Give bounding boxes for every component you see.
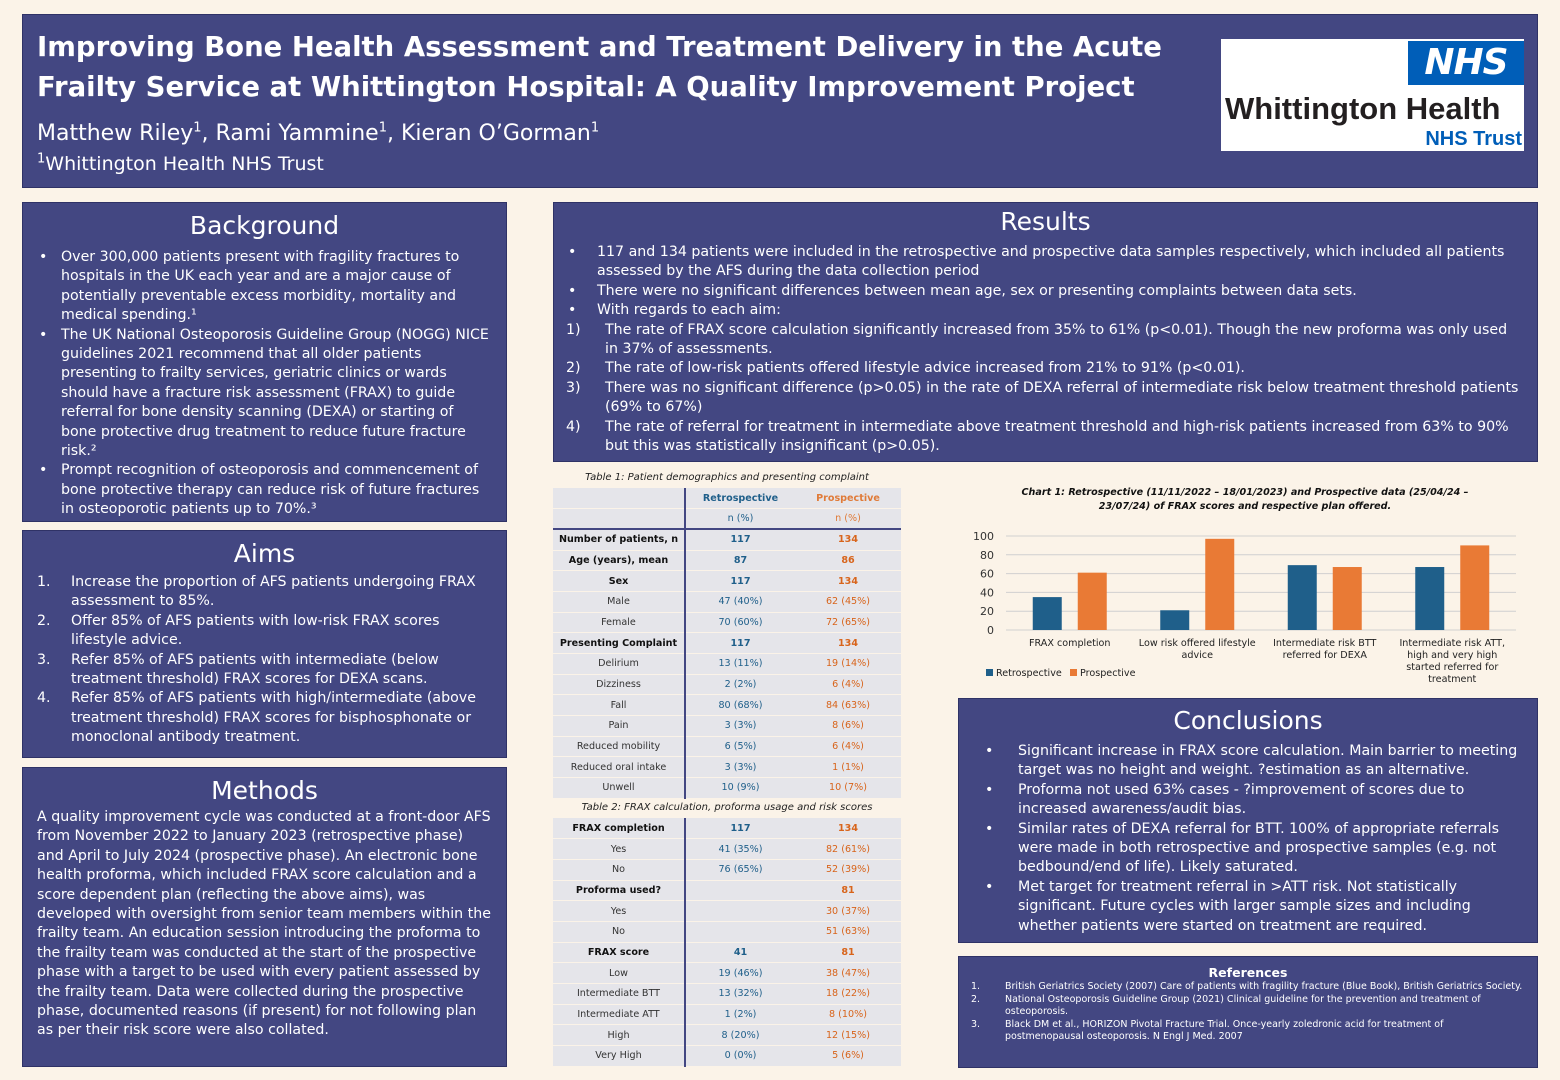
table-cell: Fall [553, 695, 685, 716]
author-2: Rami Yammine [215, 121, 379, 146]
table-cell: 87 [685, 550, 795, 571]
table-cell: Low [553, 963, 685, 984]
bar-retrospective [1160, 610, 1189, 630]
list-item: • The UK National Osteoporosis Guideline Group (NOGG) NICE guidelines 2021 recommend that all older patients presenting to frailty services, geriatric clinics or wards should have a fracture risk assessment (FRAX) to guide referral for bone density scanning (DEXA) or starting of bone protective drug treatment to reduce future fracture risk.² [35, 326, 492, 462]
list-item: 3. Refer 85% of AFS patients with intermediate (below treatment threshold) FRAX scores for DEXA scans. [37, 651, 439, 688]
table-row [553, 654, 901, 675]
bar-prospective [1333, 567, 1362, 630]
reference-item: 3. Black DM et al., HORIZON Pivotal Fracture Trial. Once-yearly zoledronic acid for treatment of postmenopausal osteoporosis. N Engl J Med. 2007 [971, 1018, 1444, 1042]
y-tick-label: 100 [973, 530, 994, 543]
table-cell: 117 [685, 818, 795, 839]
table-cell: Reduced mobility [553, 736, 685, 757]
table-row [553, 612, 901, 633]
table-cell: 13 (32%) [685, 984, 795, 1005]
legend-swatch [986, 669, 993, 676]
x-category-label: FRAX completion [1028, 638, 1111, 649]
table-cell: 10 (7%) [795, 778, 901, 799]
table-row [553, 859, 901, 880]
table-cell [685, 901, 795, 922]
table-cell: Female [553, 612, 685, 633]
table-cell: 13 (11%) [685, 654, 795, 675]
table-cell: 6 (4%) [795, 736, 901, 757]
table-cell: 1 (1%) [795, 757, 901, 778]
table-cell: Number of patients, n [553, 529, 685, 550]
demographics-table [553, 488, 901, 799]
x-category-label: advice [1181, 650, 1213, 661]
author-1: Matthew Riley [37, 121, 194, 146]
legend-swatch [1070, 669, 1077, 676]
background-section [22, 202, 507, 522]
table-cell: 3 (3%) [685, 716, 795, 737]
nhs-logo-badge: NHS [1408, 41, 1524, 85]
table-row [553, 880, 901, 901]
table-cell: Yes [553, 901, 685, 922]
table-row [553, 901, 901, 922]
table-row [553, 818, 901, 839]
x-category-label: Intermediate risk ATT, [1399, 638, 1506, 649]
table-cell: Male [553, 591, 685, 612]
table-row [553, 1004, 901, 1025]
list-item: • 117 and 134 patients were included in the retrospective and prospective data samples respectively, which included all patients assessed by the AFS during the data collection period [564, 243, 1519, 282]
background-list [35, 248, 492, 520]
table-cell: Intermediate BTT [553, 984, 685, 1005]
table-row [553, 778, 901, 799]
author-list: Matthew Riley$^1$, Rami Yammine$^1$, Kieran O’Gorman$^1$ [37, 120, 600, 146]
table-cell: Reduced oral intake [553, 757, 685, 778]
affiliation: $^1$Whittington Health NHS Trust [37, 151, 324, 175]
y-tick-label: 40 [980, 586, 994, 600]
logo-org-name: Whittington Health [1225, 91, 1501, 126]
table-cell: 134 [795, 529, 901, 550]
table-cell: 72 (65%) [795, 612, 901, 633]
results-numbered [564, 321, 1519, 457]
list-item: • Significant increase in FRAX score calculation. Main barrier to meeting target was no height and weight. ?estimation as an alternative. [981, 742, 1527, 781]
x-category-label: Low risk offered lifestyle [1138, 638, 1256, 649]
list-item: 2) The rate of low-risk patients offered lifestyle advice increased from 21% to 91% (p<0.01). [566, 360, 1245, 377]
table-cell: 8 (6%) [795, 716, 901, 737]
methods-section [22, 767, 507, 1067]
table-cell: Age (years), mean [553, 550, 685, 571]
list-item: • With regards to each aim: [564, 301, 1519, 320]
logo-trust: NHS Trust [1425, 128, 1522, 150]
x-category-label: high and very high [1407, 650, 1498, 661]
table-cell: 12 (15%) [795, 1025, 901, 1046]
y-tick-label: 60 [980, 567, 994, 581]
table-cell: 30 (37%) [795, 901, 901, 922]
title-bar [22, 14, 1538, 188]
table-cell: 117 [685, 571, 795, 592]
table-cell: 2 (2%) [685, 674, 795, 695]
table-cell: 47 (40%) [685, 591, 795, 612]
bar-prospective [1460, 545, 1489, 630]
list-item: • Similar rates of DEXA referral for BTT. 100% of appropriate referrals were made in both retrospective and prospective samples (e.g. not bedbound/end of life). Likely saturated. [981, 820, 1527, 878]
table-cell: 5 (6%) [795, 1046, 901, 1067]
table-row [553, 633, 901, 654]
chart-title: Chart 1: Retrospective (11/11/2022 – 18/01/2023) and Prospective data (25/04/24 – 23/07/24) of FRAX scores and respective plan offered. [1021, 487, 1469, 512]
conclusions-section [958, 698, 1538, 943]
table-row [553, 839, 901, 860]
references-title: References [1208, 965, 1288, 980]
y-tick-label: 80 [980, 548, 994, 562]
table2-caption: Table 2: FRAX calculation, proforma usage and risk scores [581, 802, 873, 813]
table-row [553, 963, 901, 984]
list-item: • There were no significant differences between mean age, sex or presenting complaints between data sets. [564, 282, 1519, 301]
table-row [553, 757, 901, 778]
y-tick-label: 0 [987, 624, 994, 637]
x-category-label: Intermediate risk BTT [1273, 638, 1377, 649]
table-row [553, 1046, 901, 1067]
table-cell: 52 (39%) [795, 859, 901, 880]
legend-label: Prospective [1080, 668, 1136, 679]
table-cell: 134 [795, 633, 901, 654]
results-bullets [564, 243, 1519, 321]
table-row [553, 695, 901, 716]
legend-label: Retrospective [996, 668, 1062, 679]
author-3: Kieran O’Gorman [400, 121, 591, 146]
results-title: Results [1000, 207, 1091, 236]
table-cell: Pain [553, 716, 685, 737]
table-cell: 82 (61%) [795, 839, 901, 860]
table-row [553, 1025, 901, 1046]
bar-retrospective [1288, 565, 1317, 630]
table-cell: Dizziness [553, 674, 685, 695]
table-row [553, 550, 901, 571]
list-item: • Proforma not used 63% cases - ?improvement of scores due to increased awareness/audit bias. [981, 781, 1527, 820]
x-category-label: started referred for [1406, 662, 1499, 673]
table-cell: 18 (22%) [795, 984, 901, 1005]
table-cell: 51 (63%) [795, 921, 901, 942]
table-cell: 3 (3%) [685, 757, 795, 778]
conclusions-title: Conclusions [1173, 706, 1323, 735]
table-cell: 8 (20%) [685, 1025, 795, 1046]
table-cell: 84 (63%) [795, 695, 901, 716]
background-title: Background [189, 211, 340, 240]
results-section [553, 202, 1538, 462]
references-section [958, 956, 1538, 1068]
list-item: 2. Offer 85% of AFS patients with low-risk FRAX scores lifestyle advice. [37, 612, 440, 649]
table-cell: 70 (60%) [685, 612, 795, 633]
nhs-logo [1221, 39, 1524, 151]
table-cell: Intermediate ATT [553, 1004, 685, 1025]
frax-table [553, 818, 901, 1067]
column-header-retrospective: Retrospective [685, 488, 795, 509]
methods-title: Methods [211, 776, 318, 805]
table1-caption: Table 1: Patient demographics and presenting complaint [585, 472, 869, 483]
list-item: 1) The rate of FRAX score calculation significantly increased from 35% to 61% (p<0.01). Though the new proforma was only used in 37% of assessments. [566, 321, 1508, 358]
x-category-label: referred for DEXA [1282, 650, 1367, 661]
table-cell: 0 (0%) [685, 1046, 795, 1067]
table-cell: 86 [795, 550, 901, 571]
references-list [969, 981, 1523, 1044]
bar-prospective [1078, 573, 1107, 630]
list-item: 4. Refer 85% of AFS patients with high/intermediate (above treatment threshold) FRAX scores for bisphosphonate or monoclonal antibody treatment. [37, 690, 476, 746]
column-header-prospective: Prospective [795, 488, 901, 509]
table-cell: High [553, 1025, 685, 1046]
table-row [553, 529, 901, 550]
conclusions-list [981, 742, 1527, 936]
table-cell: Presenting Complaint [553, 633, 685, 654]
table-cell: 38 (47%) [795, 963, 901, 984]
table-cell [685, 921, 795, 942]
list-item: 4) The rate of referral for treatment in intermediate above treatment threshold and high-risk patients increased from 63% to 90% but this was statistically insignificant (p>0.05). [566, 418, 1509, 455]
bar-retrospective [1415, 567, 1444, 630]
list-item: • Over 300,000 patients present with fragility fractures to hospitals in the UK each year and are a major cause of potentially preventable excess morbidity, mortality and medical spending.¹ [35, 248, 492, 326]
table-cell: 1 (2%) [685, 1004, 795, 1025]
table-row [553, 942, 901, 963]
reference-item: 1. British Geriatrics Society (2007) Care of patients with fragility fracture (Blue Book), British Geriatrics Society. [971, 981, 1523, 992]
table-cell: FRAX score [553, 942, 685, 963]
frax-bar-chart [960, 520, 1530, 692]
table-cell: 134 [795, 818, 901, 839]
table-cell: 62 (45%) [795, 591, 901, 612]
methods-text: A quality improvement cycle was conducted at a front-door AFS from November 2022 to January 2023 (retrospective phase) and April to July 2024 (prospective phase). An electronic bone health proforma, which included FRAX score calculation and a score dependent plan (reflecting the above aims), was developed with oversight from senior team members within the frailty team. An education session introducing the proforma to the frailty team was conducted at the start of the prospective phase with a target to be used with every patient assessed by the frailty team. Data were collected during the prospective phase, documented reasons (if present) for not following plan as per their risk score were also collated. [37, 809, 491, 1039]
table-cell: 8 (10%) [795, 1004, 901, 1025]
table-header-row [553, 488, 901, 509]
table-cell: 6 (5%) [685, 736, 795, 757]
aims-title: Aims [233, 539, 296, 568]
table-cell: 117 [685, 529, 795, 550]
table-row [553, 591, 901, 612]
list-item: 3) There was no significant difference (p>0.05) in the rate of DEXA referral of intermediate risk below treatment threshold patients (69% to 67%) [566, 379, 1519, 416]
list-item: • Prompt recognition of osteoporosis and commencement of bone protective therapy can reduce risk of future fractures in osteoporotic patients up to 70%.³ [35, 461, 492, 519]
table-cell: Very High [553, 1046, 685, 1067]
table-cell: 80 (68%) [685, 695, 795, 716]
aims-list [35, 573, 492, 748]
table-row [553, 921, 901, 942]
table-cell: No [553, 859, 685, 880]
reference-item: 2. National Osteoporosis Guideline Group (2021) Clinical guideline for the prevention and treatment of osteoporosis. [971, 993, 1481, 1017]
table-cell: 81 [795, 942, 901, 963]
table-cell: FRAX completion [553, 818, 685, 839]
y-tick-label: 20 [980, 605, 994, 619]
table-row [553, 674, 901, 695]
table-cell [685, 880, 795, 901]
table-cell: 41 (35%) [685, 839, 795, 860]
table-cell: Yes [553, 839, 685, 860]
table-row [553, 736, 901, 757]
aims-section [22, 530, 507, 758]
list-item: • Met target for treatment referral in >ATT risk. Not statistically significant. Future cycles with larger sample sizes and including whether patients were started on treatment are required. [981, 878, 1527, 936]
table-cell: Sex [553, 571, 685, 592]
table-cell: 81 [795, 880, 901, 901]
table-cell: 19 (14%) [795, 654, 901, 675]
table-cell: 76 (65%) [685, 859, 795, 880]
table-cell: 10 (9%) [685, 778, 795, 799]
table-row [553, 716, 901, 737]
bar-prospective [1205, 539, 1234, 630]
table-row [553, 984, 901, 1005]
table-cell: 117 [685, 633, 795, 654]
table-cell: Delirium [553, 654, 685, 675]
bar-retrospective [1033, 597, 1062, 630]
table-cell: 19 (46%) [685, 963, 795, 984]
table-cell: 134 [795, 571, 901, 592]
x-category-label: treatment [1428, 674, 1477, 685]
table-row [553, 571, 901, 592]
table-subheader-row: n (%) n (%) [553, 509, 901, 530]
table-cell: Unwell [553, 778, 685, 799]
list-item: 1. Increase the proportion of AFS patients undergoing FRAX assessment to 85%. [37, 574, 476, 610]
poster-title: Improving Bone Health Assessment and Treatment Delivery in the Acute Frailty Service at Whittington Hospital: A Quality Improvement Project [37, 31, 1162, 103]
table-cell: 6 (4%) [795, 674, 901, 695]
table-cell: No [553, 921, 685, 942]
table-cell: Proforma used? [553, 880, 685, 901]
table-cell: 41 [685, 942, 795, 963]
